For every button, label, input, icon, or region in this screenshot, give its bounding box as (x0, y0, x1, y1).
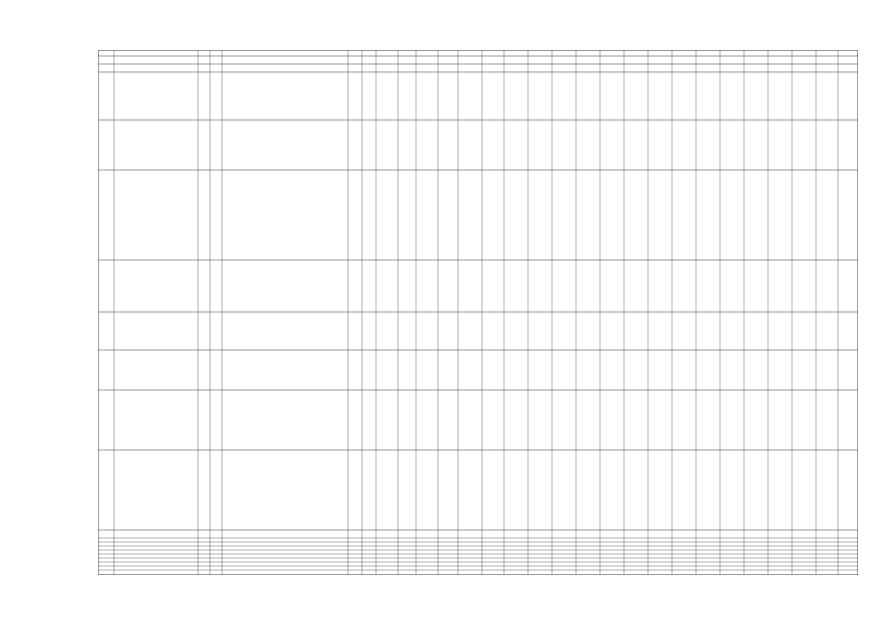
table-grid (98, 50, 858, 575)
data-table (98, 50, 858, 575)
